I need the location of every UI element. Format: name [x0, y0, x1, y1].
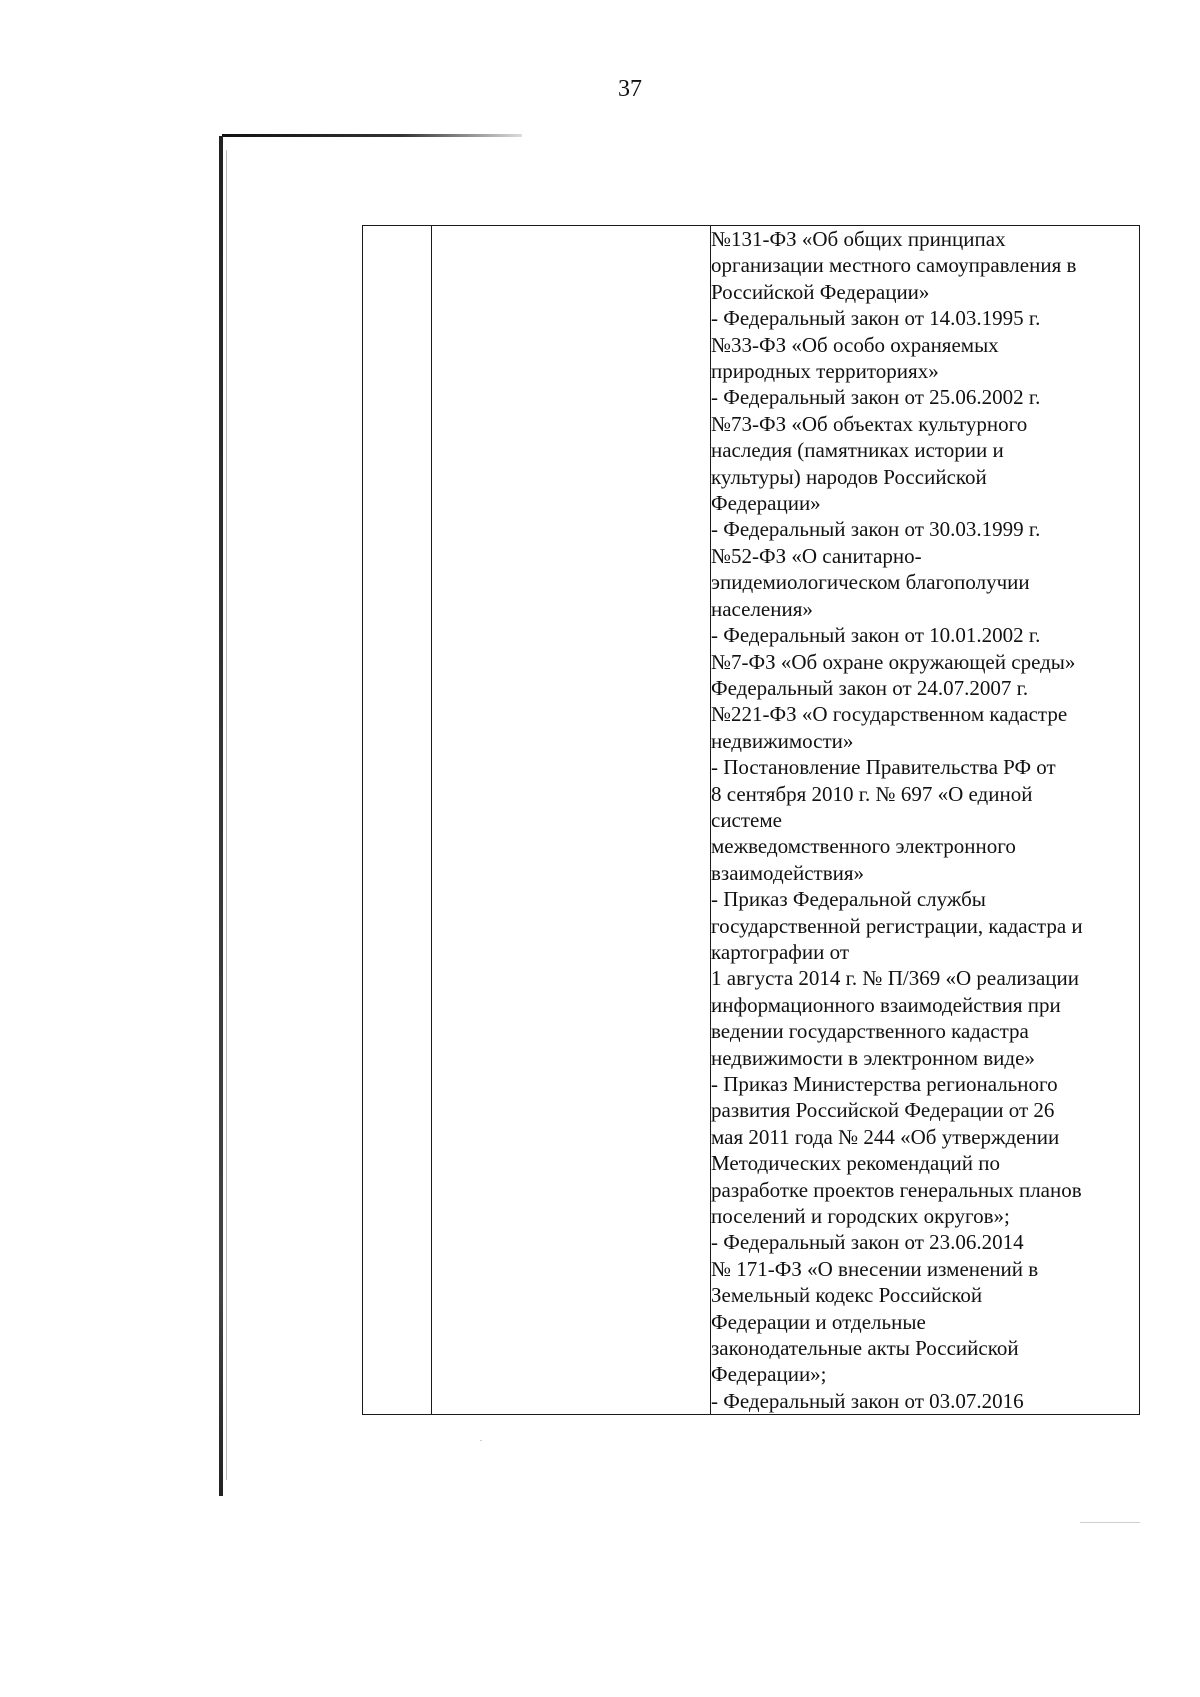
text-line: Федеральный закон от 24.07.2007 г. [711, 675, 1029, 700]
text-line: №221-ФЗ «О государственном кадастре [711, 702, 1068, 727]
text-line: - Постановление Правительства РФ от [711, 755, 1056, 780]
scan-edge-top [222, 134, 522, 137]
table-cell-name [432, 226, 711, 1415]
text-line: - Федеральный закон от 30.03.1999 г. [711, 517, 1041, 542]
text-line: государственной регистрации, кадастра и [711, 913, 1083, 938]
text-line: №73-ФЗ «Об объектах культурного [711, 411, 1028, 436]
text-line: ведении государственного кадастра [711, 1019, 1029, 1044]
text-line: №7-ФЗ «Об охране окружающей среды» [711, 649, 1076, 674]
text-line: информационного взаимодействия при [711, 992, 1061, 1017]
text-line: законодательные акты Российской [711, 1336, 1019, 1361]
text-line: культуры) народов Российской [711, 464, 987, 489]
legal-acts-table [362, 225, 1140, 1415]
text-line: взаимодействия» [711, 860, 865, 885]
text-line: развития Российской Федерации от 26 [711, 1098, 1055, 1123]
text-line: № 171-ФЗ «О внесении изменений в [711, 1256, 1039, 1281]
text-line: Земельный кодекс Российской [711, 1283, 983, 1308]
text-line: природных территориях» [711, 359, 939, 384]
text-line: межведомственного электронного [711, 834, 1016, 859]
text-line: картографии от [711, 939, 849, 964]
text-line: системе [711, 807, 782, 832]
text-line: Методических рекомендаций по [711, 1151, 1000, 1176]
text-line: - Приказ Министерства регионального [711, 1072, 1058, 1096]
text-line: 1 августа 2014 г. № П/369 «О реализации [711, 966, 1080, 991]
text-line: наследия (памятниках истории и [711, 438, 1004, 463]
text-line: Российской Федерации» [711, 279, 930, 304]
text-line: эпидемиологическом благополучии [711, 570, 1030, 595]
scan-speck [480, 1440, 482, 1441]
text-line: №131-ФЗ «Об общих принципах [711, 227, 1006, 251]
text-line: недвижимости» [711, 728, 854, 753]
page-number: 37 [618, 76, 642, 102]
text-line: - Федеральный закон от 03.07.2016 [711, 1388, 1024, 1413]
text-line: - Федеральный закон от 14.03.1995 г. [711, 306, 1041, 331]
text-line: организации местного самоуправления в [711, 253, 1077, 278]
text-line: поселений и городских округов»; [711, 1204, 1010, 1229]
text-line: №52-ФЗ «О санитарно- [711, 543, 922, 568]
text-line: 8 сентября 2010 г. № 697 «О единой [711, 781, 1033, 806]
scan-edge-shadow [226, 150, 227, 1480]
scan-speck [1080, 1522, 1140, 1523]
text-line: - Федеральный закон от 23.06.2014 [711, 1230, 1024, 1255]
text-line: - Приказ Федеральной службы [711, 887, 986, 912]
table-row [363, 226, 1140, 1415]
text-line: недвижимости в электронном виде» [711, 1045, 1035, 1070]
table-cell-legal-basis [711, 226, 1140, 1415]
text-line: населения» [711, 596, 813, 621]
text-line: Федерации и отдельные [711, 1309, 926, 1334]
text-line: разработке проектов генеральных планов [711, 1177, 1082, 1202]
text-line: Федерации»; [711, 1362, 827, 1387]
table-cell-number [363, 226, 432, 1415]
text-line: Федерации» [711, 491, 821, 516]
text-line: мая 2011 года № 244 «Об утверждении [711, 1124, 1060, 1149]
text-line: №33-ФЗ «Об особо охраняемых [711, 332, 999, 357]
scan-edge-left [219, 136, 223, 1496]
text-line: - Федеральный закон от 10.01.2002 г. [711, 623, 1041, 648]
text-line: - Федеральный закон от 25.06.2002 г. [711, 385, 1041, 410]
